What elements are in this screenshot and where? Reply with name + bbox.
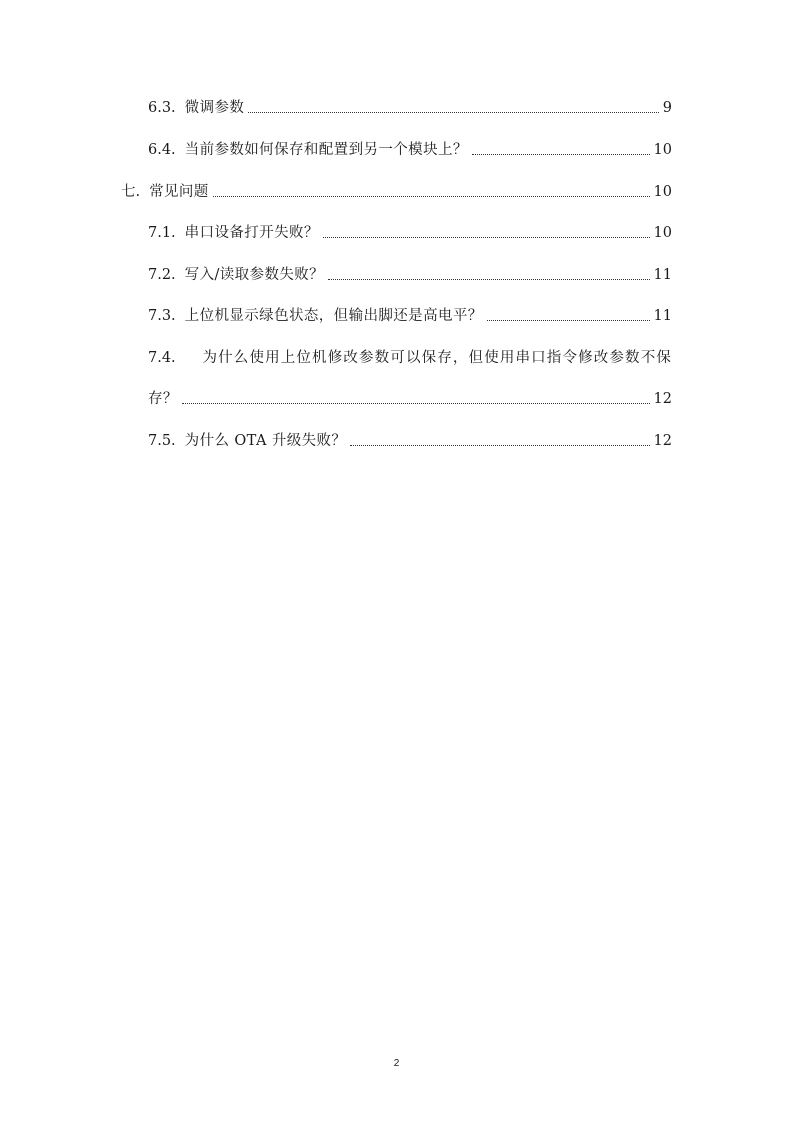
toc-entry-7-5[interactable] [148,427,672,451]
toc-entry-number: 6.3. [148,100,176,116]
toc-entry-7-4-continued[interactable] [148,385,672,409]
dot-leader [487,320,650,321]
toc-entry-title: 串口设备打开失败？ [184,225,319,241]
toc-entry-number: 七. [121,184,141,200]
toc-entry-title: 为什么 OTA 升级失败？ [184,433,347,449]
toc-entry-number: 7.3. [148,308,176,324]
toc-entry-page: 10 [653,225,672,241]
toc-entry-7-3[interactable] [148,302,672,326]
dot-leader [472,154,650,155]
dot-leader [248,112,658,113]
dot-leader [350,445,649,446]
toc-entry-title: 常见问题 [149,184,209,200]
toc-entry-7-2[interactable] [148,261,672,285]
page-number-footer: 2 [393,1058,400,1069]
toc-entry-number: 7.2. [148,267,176,283]
toc-entry-page: 11 [653,308,672,324]
toc-entry-page: 9 [662,100,672,116]
toc-entry-title: 上位机显示绿色状态，但输出脚还是高电平？ [184,308,483,324]
toc-entry-page: 10 [653,142,672,158]
toc-entry-page: 10 [653,184,672,200]
toc-entry-7-4[interactable] [148,344,672,368]
toc-entry-page: 12 [653,433,672,449]
dot-leader [213,196,650,197]
toc-entry-number: 7.4. [148,350,176,366]
dot-leader [182,403,650,404]
toc-entry-page: 11 [653,267,672,283]
toc-entry-7-1[interactable] [148,219,672,243]
toc-entry-page: 12 [653,391,672,407]
toc-entry-number: 7.5. [148,433,176,449]
dot-leader [328,279,649,280]
toc-entry-6-3[interactable] [148,94,672,118]
toc-entry-title: 写入/读取参数失败？ [184,267,325,283]
toc-entry-title: 为什么使用上位机修改参数可以保存，但使用串口指令修改参数不保 [202,350,672,366]
toc-entry-chapter-7[interactable] [121,178,672,202]
toc-entry-title: 微调参数 [184,100,245,116]
toc-entry-title-continued: 存？ [148,391,178,407]
toc-entry-title: 当前参数如何保存和配置到另一个模块上？ [184,142,468,158]
toc-entry-number: 7.1. [148,225,176,241]
dot-leader [323,237,650,238]
toc-entry-number: 6.4. [148,142,176,158]
toc-entry-6-4[interactable] [148,136,672,160]
